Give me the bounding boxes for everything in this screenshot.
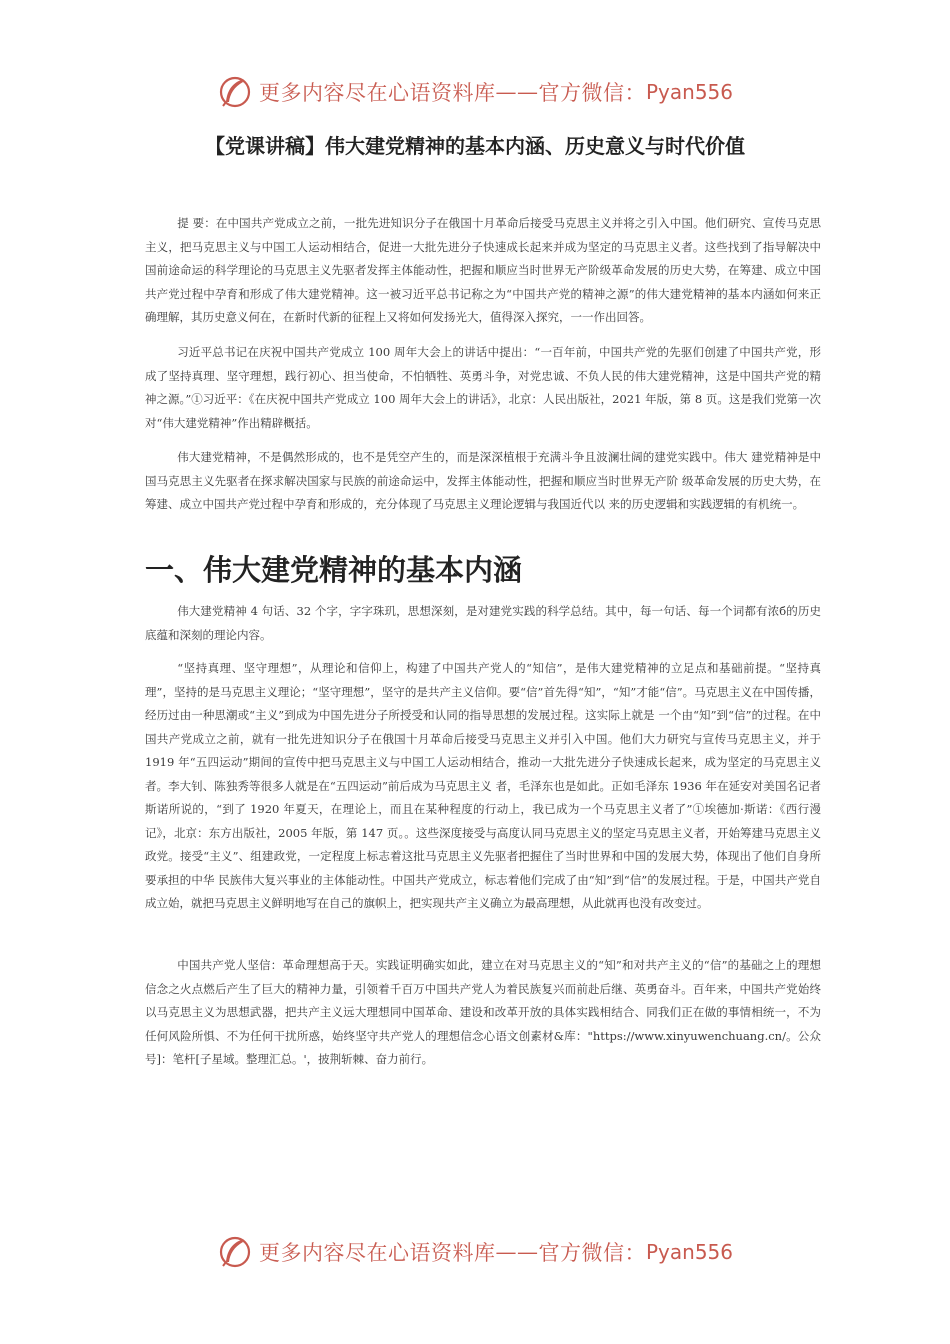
header-banner xyxy=(0,72,950,112)
body-paragraph: 伟大建党精神，不是偶然形成的，也不是凭空产生的，而是深深植根于充满斗争且波澜壮阔的建党实践中。伟大 建党精神是中国马克思主义先驱者在探求解决国家与民族的前途命运中，发挥主体能动性，把握和顺应当时世界无产阶 级革命发展的历史大势，在筹建、成立中国共产党过程中孕育和形成的，充分体现了马克思主义理论逻辑与我国近代以 来的历史逻辑和实践逻辑的有机统一。 xyxy=(145,450,821,511)
banner-dash: —— xyxy=(495,80,539,104)
body-paragraph: “坚持真理、坚守理想”，从理论和信仰上，构建了中国共产党人的“知信”，是伟大建党精神的立足点和基础前提。“坚持真理”，坚持的是马克思主义理论；“坚守理想”，坚守的是共产主义信仰。要“信”首先得“知”，“知”才能“信”。马克思主义在中国传播，经历过由一种思潮或“主义”到成为中国先进分子所授受和认同的指导思想的发展过程。这实际上就是 一个由“知”到“信”的过程。在中国共产党成立之前，就有一批先进知识分子在俄国十月革命后接受马克思主义并引入中国。他们大力研究与宣传马克思主义，并于 1919 年“五四运动”期间的宣传中把马克思主义与中国工人运动相结合，推动一大批先进分子快速成长起来，成为坚定的马克思主义者。李大钊、陈独秀等很多人就是在“五四运动”前后成为马克思主义 者，毛泽东也是如此。正如毛泽东 1936 年在延安对美国名记者斯诺所说的，“到了 1920 年夏天，在理论上，而且在某种程度的行动上，我已成为一个马克思主义者了”①埃德加·斯诺：《西行漫记》，北京：东方出版社，2005 年版，第 147 页。。这些深度接受与高度认同马克思主义的坚定马克思主义者，开始筹建马克思主义政党。接受“主义”、组建政党，一定程度上标志着这批马克思主义先驱者把握住了当时世界和中国的发展大势，体现出了他们自身所要承担的中华 民族伟大复兴事业的主体能动性。中国共产党成立，标志着他们完成了由“知”到“信”的发展过程。于是，中国共产党自成立始，就把马克思主义鲜明地写在自己的旗帜上，把实现共产主义确立为最高理想，从此就再也没有改变过。 xyxy=(145,661,821,910)
feather-quill-icon xyxy=(217,1234,253,1270)
body-paragraph: 伟大建党精神 4 句话、32 个字，字字珠玑，思想深刻，是对建党实践的科学总结。其中，每一句话、每一个词都有浓б的历史底蕴和深刻的理论内容。 xyxy=(145,604,821,642)
banner-dash: —— xyxy=(495,1240,539,1264)
banner-wechat-label: 官方微信： xyxy=(538,1241,646,1265)
section-heading: 一、伟大建党精神的基本内涵 xyxy=(145,553,523,587)
body-paragraph: 中国共产党人坚信：革命理想高于天。实践证明确实如此，建立在对马克思主义的“知”和对共产主义的“信”的基础之上的理想信念之火点燃后产生了巨大的精神力量，引领着千百万中国共产党人为着民族复兴而前赴后继、英勇奋斗。百年来，中国共产党始终以马克思主义为思想武器，把共产主义远大理想同中国革命、建设和改革开放的具体实践相结合、同我们正在做的事情相统一，不为任何风险所惧、不为任何干扰所惑，始终坚守共产党人的理想信念心语文创素材&库："https://www.xinyuwenchuang.cn/。公众号]：笔杆[子星域。整理汇总。'，披荆斩棘、奋力前行。 xyxy=(145,958,821,1066)
banner-wechat-label: 官方微信： xyxy=(538,81,646,105)
banner-wechat-id: Pyan556 xyxy=(645,80,733,104)
feather-quill-icon xyxy=(217,74,253,110)
document-title: 【党课讲稿】伟大建党精神的基本内涵、历史意义与时代价值 xyxy=(205,134,745,158)
abstract-paragraph: 提 要：在中国共产党成立之前，一批先进知识分子在俄国十月革命后接受马克思主义并将之引入中国。他们研究、宣传马克思主义，把马克思主义与中国工人运动相结合，促进一大批先进分子快速成长起来并成为坚定的马克思主义者。这些找到了指导解决中国前途命运的科学理论的马克思主义先驱者发挥主体能动性，把握和顺应当时世界无产阶级革命发展的历史大势，在筹建、成立中国共产党过程中孕育和形成了伟大建党精神。这一被习近平总书记称之为“中国共产党的精神之源”的伟大建党精神的基本内涵如何来正确理解，其历史意义何在，在新时代新的征程上又将如何发扬光大，值得深入探究，一一作出回答。 xyxy=(145,216,821,324)
banner-text: 更多内容尽在心语资料库 xyxy=(258,1241,496,1265)
banner-wechat-id: Pyan556 xyxy=(645,1240,733,1264)
body-paragraph: 习近平总书记在庆祝中国共产党成立 100 周年大会上的讲话中提出：“一百年前，中国共产党的先驱们创建了中国共产党，形成了坚持真理、坚守理想，践行初心、担当使命，不怕牺牲、英勇斗争，对党忠诚、不负人民的伟大建党精神，这是中国共产党的精神之源。”①习近平：《在庆祝中国共产党成立 100 周年大会上的讲话》，北京：人民出版社，2021 年版，第 8 页。这是我们党第一次对“伟大建党精神”作出精辟概括。 xyxy=(145,345,821,430)
footer-banner xyxy=(0,1232,950,1272)
banner-text: 更多内容尽在心语资料库 xyxy=(258,81,496,105)
